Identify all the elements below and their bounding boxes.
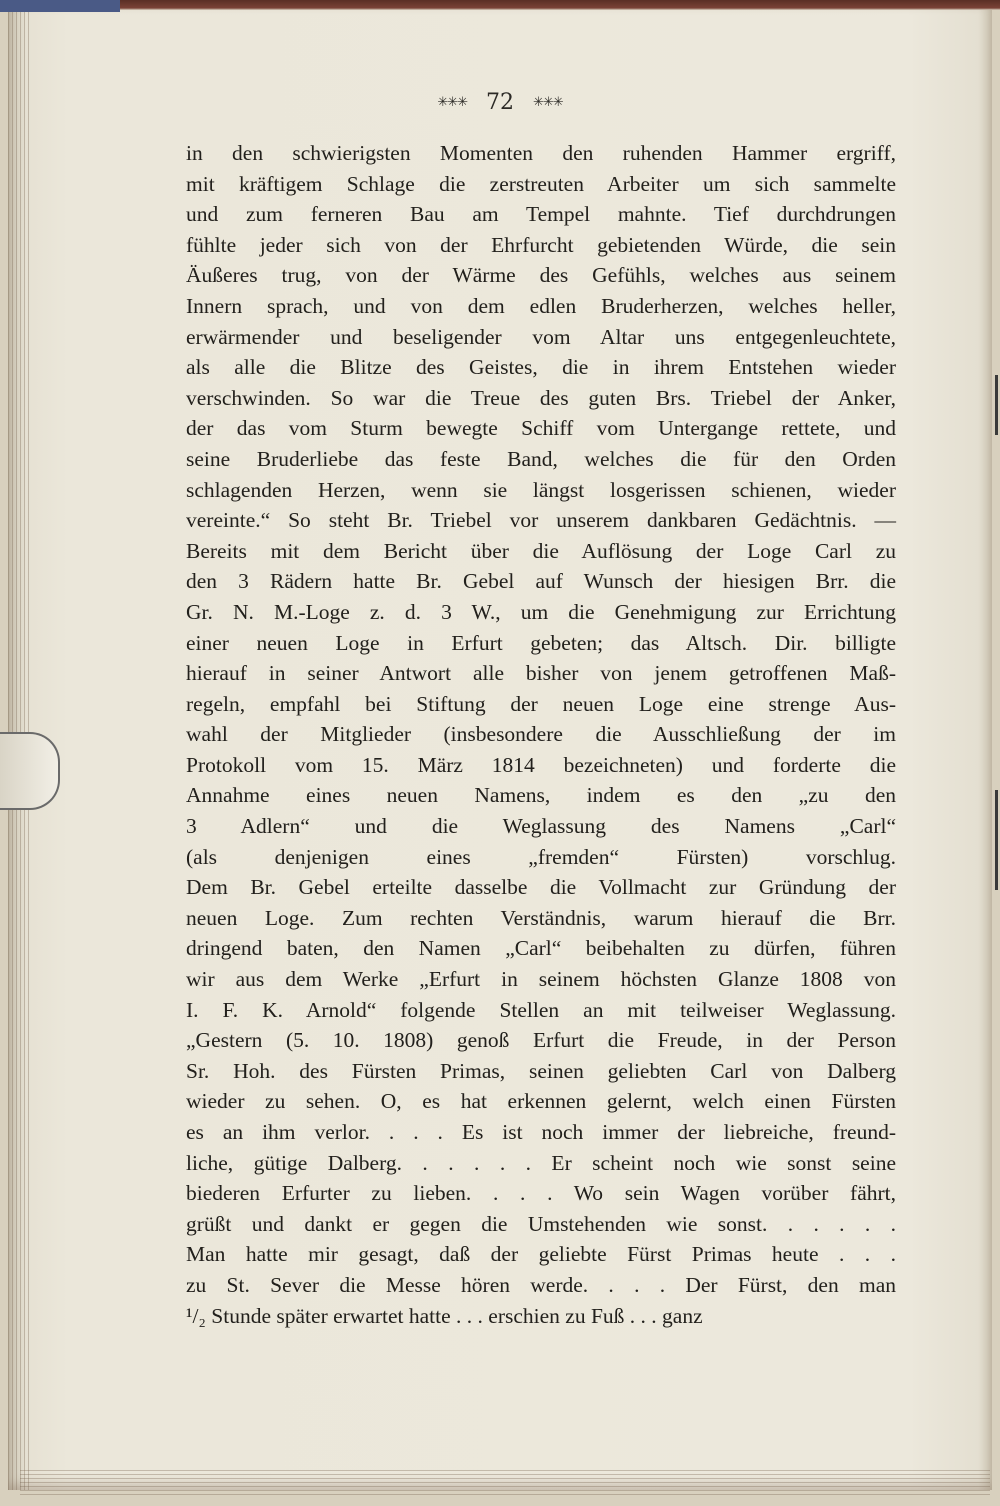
page-header	[0, 90, 1000, 115]
text-line: Dem Br. Gebel erteilte dasselbe die Vollmacht zur Gründung der	[186, 875, 896, 900]
text-line: Sr. Hoh. des Fürsten Primas, seinen geliebten Carl von Dalberg	[186, 1058, 896, 1083]
text-line: vereinte.“ So steht Br. Triebel vor unserem dankbaren Gedächtnis. —	[186, 508, 896, 533]
text-line: mit kräftigem Schlage die zerstreuten Arbeiter um sich sammelte	[186, 171, 896, 196]
page-number: 72	[486, 90, 514, 115]
text-line: hierauf in seiner Antwort alle bisher von jenem getroffenen Maß-	[186, 661, 896, 686]
text-line: dringend baten, den Namen „Carl“ beibehalten zu dürfen, führen	[186, 936, 896, 961]
text-line: erwärmender und beseligender vom Altar uns entgegenleuchtete,	[186, 324, 896, 349]
text-line: wieder zu sehen. O, es hat erkennen gelernt, welch einen Fürsten	[186, 1089, 896, 1114]
text-line: es an ihm verlor. . . . Es ist noch immer der liebreiche, freund-	[186, 1120, 896, 1144]
text-line: liche, gütige Dalberg. . . . . . Er scheint noch wie sonst seine	[186, 1150, 896, 1175]
text-line: den 3 Rädern hatte Br. Gebel auf Wunsch der hiesigen Brr. die	[186, 569, 896, 594]
text-line: verschwinden. So war die Treue des guten Brs. Triebel der Anker,	[186, 385, 896, 410]
text-line: Annahme eines neuen Namens, indem es den „zu den	[186, 783, 896, 808]
text-line: biederen Erfurter zu lieben. . . . Wo sein Wagen vorüber fährt,	[186, 1181, 896, 1206]
text-line: Gr. N. M.-Loge z. d. 3 W., um die Genehmigung zur Errichtung	[186, 599, 896, 624]
header-ornament-left: ✳✳✳	[437, 95, 467, 110]
text-line: einer neuen Loge in Erfurt gebeten; das Altsch. Dir. billigte	[186, 630, 896, 655]
text-line: grüßt und dankt er gegen die Umstehenden wie sonst. . . . . .	[186, 1211, 896, 1236]
text-line: der das vom Sturm bewegte Schiff vom Untergange rettete, und	[186, 416, 896, 441]
text-line: schlagenden Herzen, wenn sie längst losgerissen schienen, wieder	[186, 477, 896, 502]
bookmark-tab	[0, 732, 60, 810]
header-ornament-right: ✳✳✳	[533, 95, 563, 110]
text-line: wahl der Mitglieder (insbesondere die Ausschließung der im	[186, 722, 896, 747]
text-line: Innern sprach, und von dem edlen Bruderherzen, welches heller,	[186, 293, 896, 318]
text-line: seine Bruderliebe das feste Band, welches die für den Orden	[186, 446, 896, 471]
text-line: Man hatte mir gesagt, daß der geliebte Fürst Primas heute . . .	[186, 1242, 896, 1267]
text-line: fühlte jeder sich von der Ehrfurcht gebietenden Würde, die sein	[186, 232, 896, 257]
text-line: regeln, empfahl bei Stiftung der neuen Loge eine strenge Aus-	[186, 691, 896, 716]
text-line: als alle die Blitze des Geistes, die in ihrem Entstehen wieder	[186, 355, 896, 380]
text-line: zu St. Sever die Messe hören werde. . . . Der Fürst, den man	[186, 1272, 896, 1297]
page-edge-bottom	[20, 1470, 990, 1496]
text-line: Bereits mit dem Bericht über die Auflösung der Loge Carl zu	[186, 538, 896, 563]
text-line: in den schwierigsten Momenten den ruhenden Hammer ergriff,	[186, 141, 896, 165]
text-line: „Gestern (5. 10. 1808) genoß Erfurt die Freude, in der Person	[186, 1028, 896, 1053]
text-line: neuen Loge. Zum rechten Verständnis, warum hierauf die Brr.	[186, 905, 896, 930]
text-line: 3 Adlern“ und die Weglassung des Namens „Carl“	[186, 814, 896, 839]
text-line: und zum ferneren Bau am Tempel mahnte. Tief durchdrungen	[186, 202, 896, 227]
margin-mark	[995, 375, 998, 435]
text-line: ¹/₂ Stunde später erwartet hatte . . . erschien zu Fuß . . . ganz	[186, 1303, 703, 1328]
text-line: I. F. K. Arnold“ folgende Stellen an mit teilweiser Weglassung.	[186, 997, 896, 1022]
body-text	[186, 138, 896, 1331]
margin-mark	[995, 790, 998, 890]
text-line: Protokoll vom 15. März 1814 bezeichneten) und forderte die	[186, 752, 896, 777]
corner-label-strip	[0, 0, 120, 12]
text-line: (als denjenigen eines „fremden“ Fürsten) vorschlug.	[186, 844, 896, 869]
text-line: Äußeres trug, von der Wärme des Gefühls, welches aus seinem	[186, 263, 896, 288]
text-line: wir aus dem Werke „Erfurt in seinem höchsten Glanze 1808 von	[186, 967, 896, 992]
